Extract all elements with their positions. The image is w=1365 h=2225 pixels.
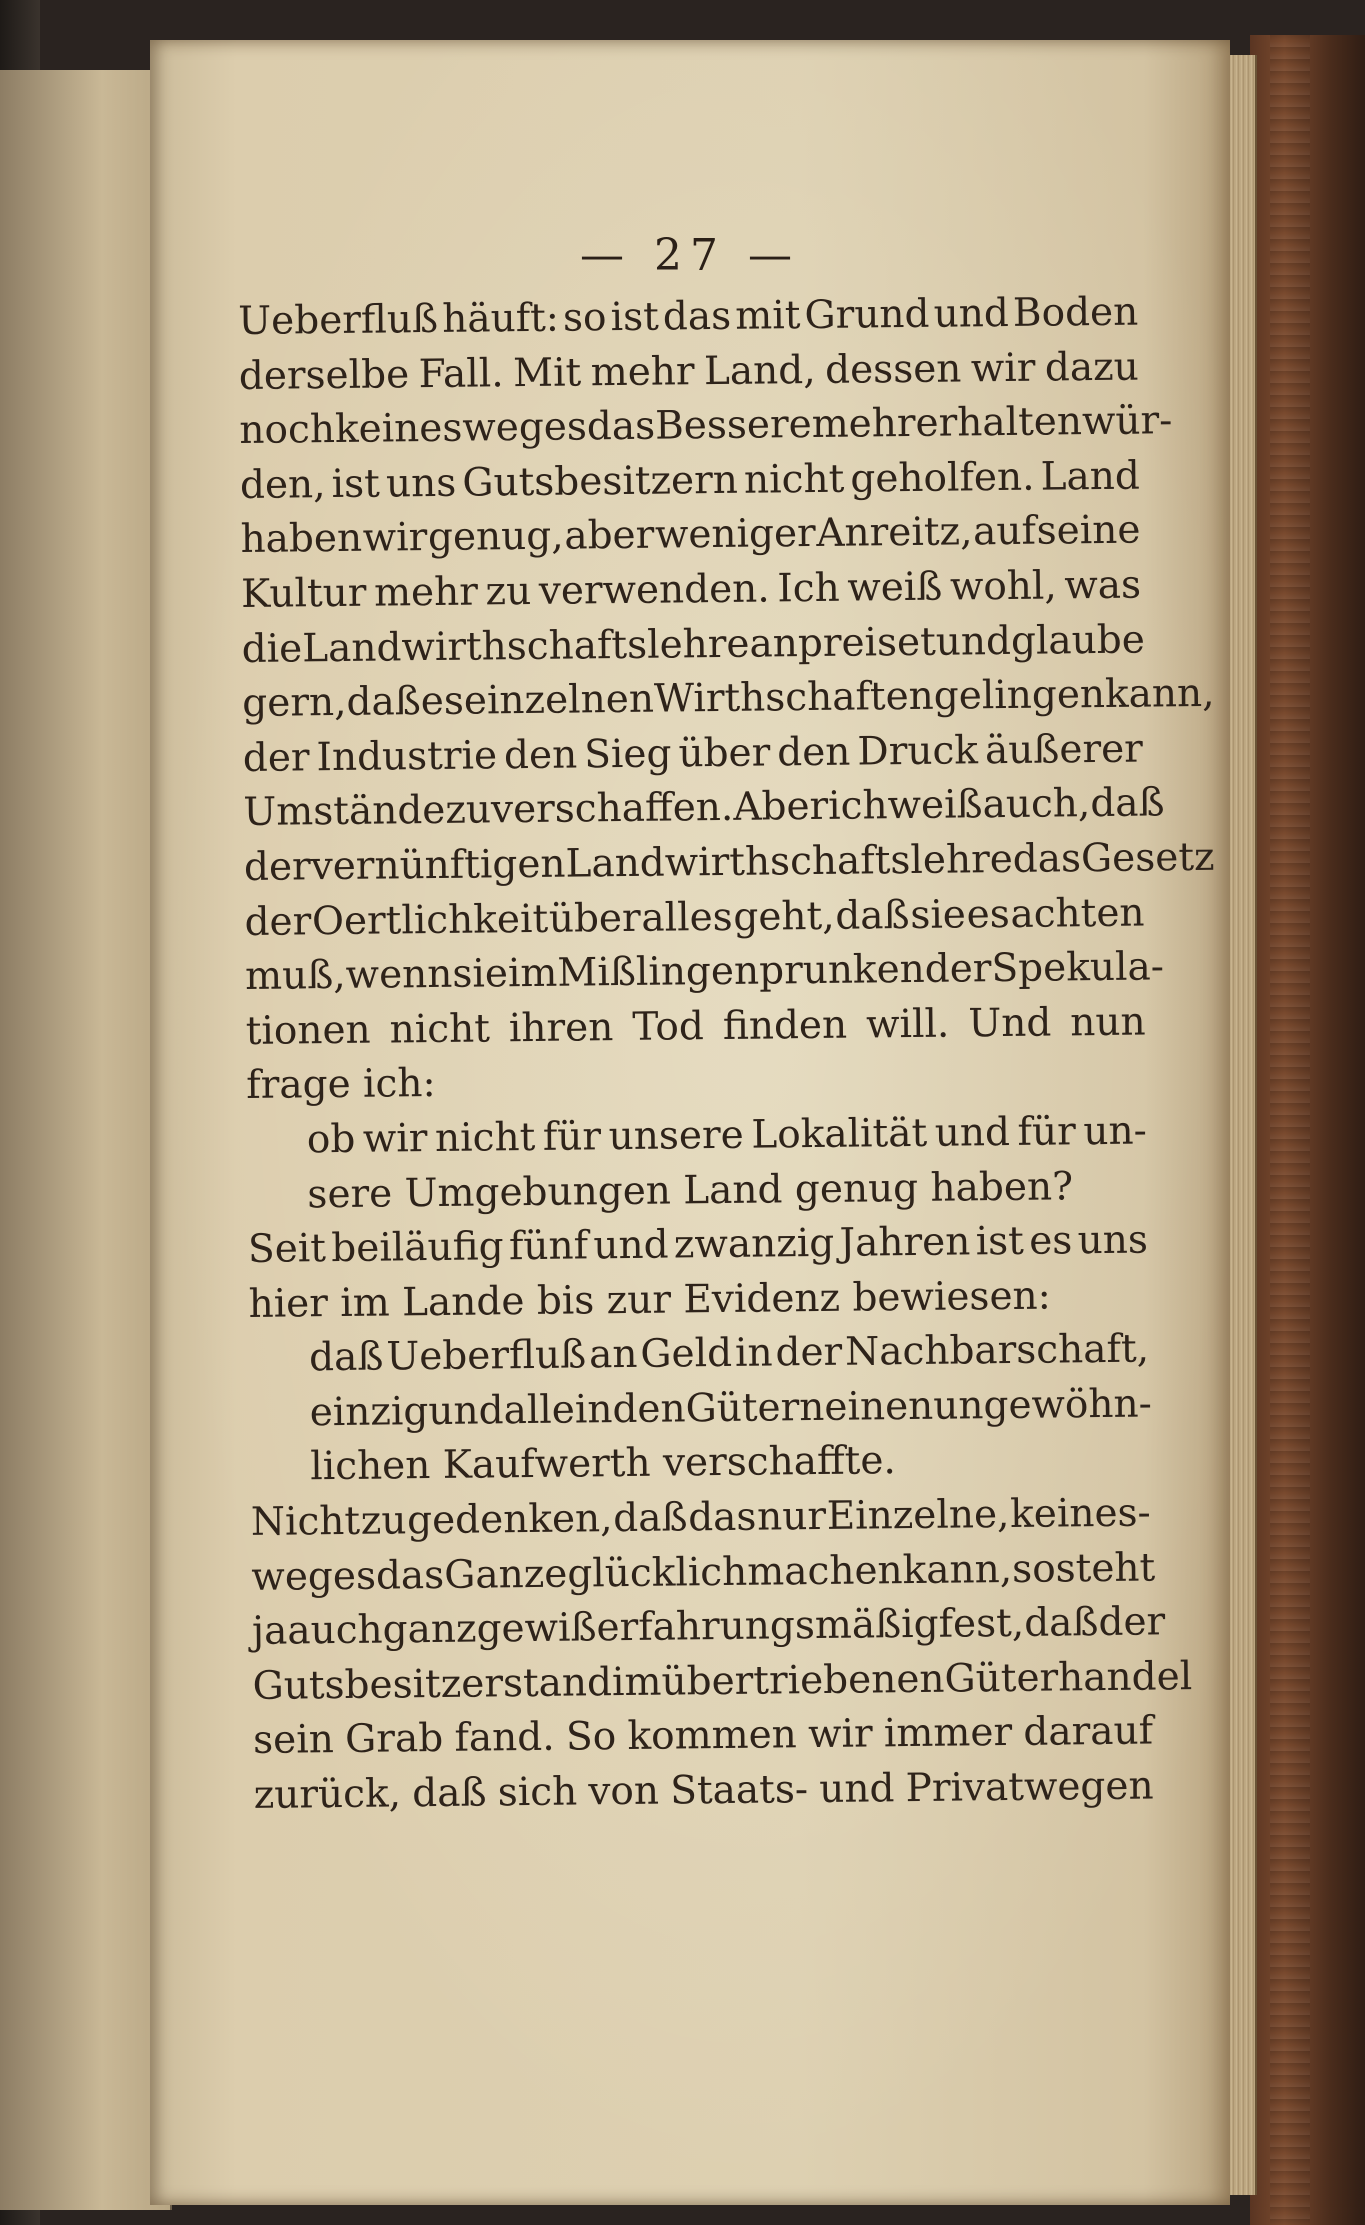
word: und xyxy=(934,1109,1011,1156)
word: Und xyxy=(968,1000,1052,1047)
text-line xyxy=(239,395,1173,459)
word: glücklich xyxy=(567,1549,748,1597)
word: übertriebenen xyxy=(661,1656,945,1705)
text-line xyxy=(242,668,1215,732)
word: aber xyxy=(564,513,655,559)
word: daß xyxy=(346,679,421,726)
word: nicht xyxy=(434,1114,536,1161)
word: glaube xyxy=(1010,617,1146,664)
word: wir xyxy=(362,515,428,562)
word: machen xyxy=(747,1547,903,1595)
word: wir xyxy=(362,1115,428,1162)
text-line xyxy=(253,1705,1154,1769)
text-line xyxy=(251,1596,1166,1660)
word: gern, xyxy=(242,680,347,727)
word: den xyxy=(612,1386,686,1433)
word: den, xyxy=(239,461,326,508)
word: zu xyxy=(485,568,532,615)
word: sein xyxy=(252,1717,335,1764)
word: will. xyxy=(865,1001,950,1048)
word: noch xyxy=(239,407,336,454)
word: Landwirthschaftslehre xyxy=(565,836,1014,887)
word: an xyxy=(588,1332,638,1378)
word: es xyxy=(1028,1218,1073,1264)
word: Gütern xyxy=(685,1384,825,1432)
text-line xyxy=(243,722,1144,786)
word: Anreitz, xyxy=(816,509,973,557)
word: für xyxy=(1017,1109,1076,1155)
word: es xyxy=(966,891,1010,937)
word: was xyxy=(1064,562,1142,609)
word: und xyxy=(935,618,1012,665)
word: Gutsbesitzern xyxy=(462,457,739,506)
word: auch, xyxy=(982,781,1091,828)
word: allein xyxy=(503,1387,613,1434)
text-line xyxy=(244,886,1145,950)
text-line xyxy=(241,613,1146,677)
word: gedenken, xyxy=(406,1496,613,1544)
word: alles xyxy=(641,894,733,941)
word: einen xyxy=(824,1383,934,1430)
text-line xyxy=(248,1214,1149,1278)
word: zwanzig xyxy=(673,1220,835,1268)
text-line xyxy=(249,1377,1153,1441)
word: ich xyxy=(827,783,888,830)
word: kommen xyxy=(627,1712,798,1760)
word: Mißlingen xyxy=(557,948,760,996)
word: und xyxy=(933,290,1010,337)
word: mit xyxy=(735,293,801,339)
word: wür- xyxy=(1081,398,1173,445)
word: Land, xyxy=(703,347,816,394)
word: keines- xyxy=(1009,1490,1151,1538)
word: einzig xyxy=(309,1388,429,1436)
word: so xyxy=(562,295,607,341)
word: den xyxy=(777,729,851,776)
word: Ueberfluß xyxy=(386,1332,587,1380)
word: häuft: xyxy=(441,295,560,342)
word: beiläufig xyxy=(331,1224,504,1272)
word: unsere xyxy=(608,1112,744,1160)
word: den xyxy=(503,732,578,778)
word: un- xyxy=(1083,1108,1148,1155)
word: und xyxy=(428,1388,504,1434)
text-line xyxy=(240,449,1141,513)
word: darauf xyxy=(1023,1708,1154,1756)
word: auf xyxy=(972,509,1037,555)
word: weges xyxy=(251,1553,377,1600)
text-line xyxy=(238,286,1139,350)
text-line xyxy=(251,1487,1152,1551)
word: zurück, xyxy=(253,1771,402,1818)
word: für xyxy=(542,1114,602,1160)
word: Industrie xyxy=(316,733,498,780)
word: Nicht xyxy=(250,1498,361,1545)
word: und xyxy=(593,1222,669,1269)
word: gelingen xyxy=(933,672,1106,719)
word: Wirthschaften xyxy=(653,673,935,722)
word: daß xyxy=(835,892,910,939)
word: zu xyxy=(360,1498,407,1544)
text-line-content: frage ich: xyxy=(246,1061,436,1109)
word: daß xyxy=(412,1770,487,1817)
word: daß xyxy=(1023,1600,1099,1647)
word: Kultur xyxy=(240,570,367,617)
word: das xyxy=(375,1552,445,1599)
word: verwenden. xyxy=(538,566,770,614)
word: das xyxy=(1012,836,1082,882)
word: Aber xyxy=(733,784,829,831)
word: der xyxy=(242,735,310,781)
word: Grab xyxy=(344,1716,444,1763)
text-line xyxy=(246,1050,1147,1114)
word: weiß xyxy=(847,564,943,611)
word: Umstände xyxy=(243,788,446,836)
word: nicht xyxy=(743,456,845,503)
word: weniger xyxy=(654,511,816,559)
word: ja xyxy=(251,1608,288,1655)
word: der xyxy=(1098,1599,1166,1646)
word: uns xyxy=(385,460,457,507)
word: über xyxy=(548,895,641,942)
word: prunkender xyxy=(758,946,992,994)
word: erfahrungsmäßig xyxy=(596,1601,939,1651)
word: uns xyxy=(1077,1217,1149,1264)
word: ob xyxy=(306,1116,356,1163)
facing-page-edge xyxy=(0,70,172,2210)
word: im xyxy=(507,950,558,997)
word: Landwirthschaftslehre xyxy=(302,621,750,671)
word: Boden xyxy=(1012,289,1139,336)
word: immer xyxy=(883,1710,1013,1757)
word: daß xyxy=(308,1334,384,1381)
word: mehr xyxy=(373,569,479,616)
word: dessen xyxy=(824,346,962,393)
word: dazu xyxy=(1044,344,1139,391)
word: die xyxy=(241,625,303,672)
word: so xyxy=(1011,1546,1056,1592)
word: wir xyxy=(970,345,1036,391)
word: erhalten xyxy=(915,399,1083,447)
word: anpreiset xyxy=(749,619,937,667)
text-line xyxy=(251,1541,1156,1605)
word: nur xyxy=(756,1493,827,1540)
word: Gesetz xyxy=(1080,834,1215,882)
text-line-content: lichen Kaufwerth verschaffte. xyxy=(310,1438,897,1490)
word: Tod xyxy=(632,1003,705,1050)
word: Land xyxy=(1040,453,1141,500)
word: verschaffen. xyxy=(490,785,734,833)
text-line-content: sere Umgebungen Land genug haben? xyxy=(307,1163,1074,1217)
word: das xyxy=(586,403,656,450)
text-line xyxy=(239,340,1140,404)
word: und xyxy=(818,1766,895,1813)
text-line xyxy=(250,1432,1151,1496)
word: Gutsbesitzerstand xyxy=(252,1660,613,1709)
word: seine xyxy=(1036,507,1141,555)
word: ist xyxy=(610,294,660,341)
text-line xyxy=(247,1159,1148,1223)
word: nun xyxy=(1070,999,1146,1046)
text-line xyxy=(243,777,1165,841)
word: muß, xyxy=(244,953,346,1000)
word: So xyxy=(565,1714,617,1761)
text-line xyxy=(244,941,1165,1005)
text-line xyxy=(253,1760,1154,1824)
word: der xyxy=(775,1330,843,1376)
word: sie xyxy=(910,891,967,938)
word: Seit xyxy=(247,1226,327,1273)
word: achten xyxy=(1010,890,1145,937)
word: sich xyxy=(497,1769,578,1816)
word: ganz xyxy=(382,1606,477,1653)
word: ist xyxy=(975,1218,1025,1265)
text-line xyxy=(245,995,1146,1059)
word: mehr xyxy=(811,401,916,448)
word: steht xyxy=(1055,1545,1156,1592)
page-body-text xyxy=(238,286,1215,1824)
word: weiß xyxy=(887,782,983,829)
text-line xyxy=(248,1268,1149,1332)
text-line xyxy=(249,1323,1150,1387)
word: einzelnen xyxy=(463,676,655,724)
word: der xyxy=(243,844,311,890)
word: äußerer xyxy=(984,726,1144,773)
word: fest, xyxy=(938,1601,1025,1647)
word: Ueberfluß xyxy=(238,296,439,344)
text-line xyxy=(240,504,1141,568)
text-line xyxy=(247,1104,1148,1168)
word: Güterhandel xyxy=(944,1653,1193,1702)
word: Druck xyxy=(857,728,979,775)
text-line-content: hier im Lande bis zur Evidenz bewiesen: xyxy=(248,1273,1052,1327)
word: Ich xyxy=(777,565,840,612)
word: im xyxy=(611,1659,662,1706)
word: von xyxy=(588,1768,660,1815)
word: nicht xyxy=(389,1006,491,1053)
word: haben xyxy=(240,516,363,563)
word: Geld xyxy=(640,1331,733,1378)
word: vernünftigen xyxy=(310,841,566,890)
word: Nachbarschaft, xyxy=(844,1326,1150,1375)
word: Spekula- xyxy=(991,944,1165,992)
word: genug, xyxy=(427,513,564,561)
word: Privatwegen xyxy=(905,1763,1154,1812)
page-number: — 27 — xyxy=(580,230,800,281)
text-line xyxy=(243,831,1215,895)
word: daß xyxy=(1090,780,1165,827)
word: ihren xyxy=(508,1004,614,1051)
word: Ganze xyxy=(443,1551,568,1598)
word: Staats- xyxy=(670,1767,809,1814)
word: Mit xyxy=(512,350,582,396)
word: Bessere xyxy=(654,402,812,449)
word: ist xyxy=(331,461,381,507)
word: fünf xyxy=(508,1223,589,1270)
word: der xyxy=(244,898,312,945)
book-cover xyxy=(1250,35,1365,2225)
word: mehr xyxy=(590,348,695,395)
text-line xyxy=(252,1650,1193,1714)
word: keinesweges xyxy=(334,404,588,453)
word: das xyxy=(687,1494,757,1541)
word: geht, xyxy=(733,893,835,940)
word: Oertlichkeit xyxy=(311,896,549,944)
word: es xyxy=(420,678,465,725)
word: das xyxy=(662,293,732,340)
word: daß xyxy=(613,1495,688,1542)
word: derselbe xyxy=(238,351,410,399)
word: ungewöhn- xyxy=(933,1381,1153,1429)
word: Sieg xyxy=(583,731,672,778)
word: wir xyxy=(807,1711,873,1758)
word: kann, xyxy=(1104,670,1215,718)
word: sie xyxy=(452,951,509,997)
book-page xyxy=(150,40,1230,2205)
word: Einzelne, xyxy=(826,1492,1010,1539)
word: tionen xyxy=(245,1007,371,1054)
word: Fall. xyxy=(418,350,504,397)
word: kann, xyxy=(902,1546,1013,1593)
word: geholfen. xyxy=(850,454,1035,502)
word: über xyxy=(678,730,771,777)
word: fand. xyxy=(454,1715,555,1762)
word: wenn xyxy=(345,951,453,999)
word: Grund xyxy=(804,291,930,339)
word: Jahren xyxy=(839,1219,971,1266)
text-line xyxy=(241,559,1142,623)
word: finden xyxy=(722,1002,848,1049)
word: zu xyxy=(445,787,492,834)
word: in xyxy=(734,1330,773,1377)
word: wohl, xyxy=(949,563,1058,610)
word: Lokalität xyxy=(751,1110,928,1158)
word: gewiß xyxy=(476,1605,597,1652)
word: auch xyxy=(287,1607,383,1654)
